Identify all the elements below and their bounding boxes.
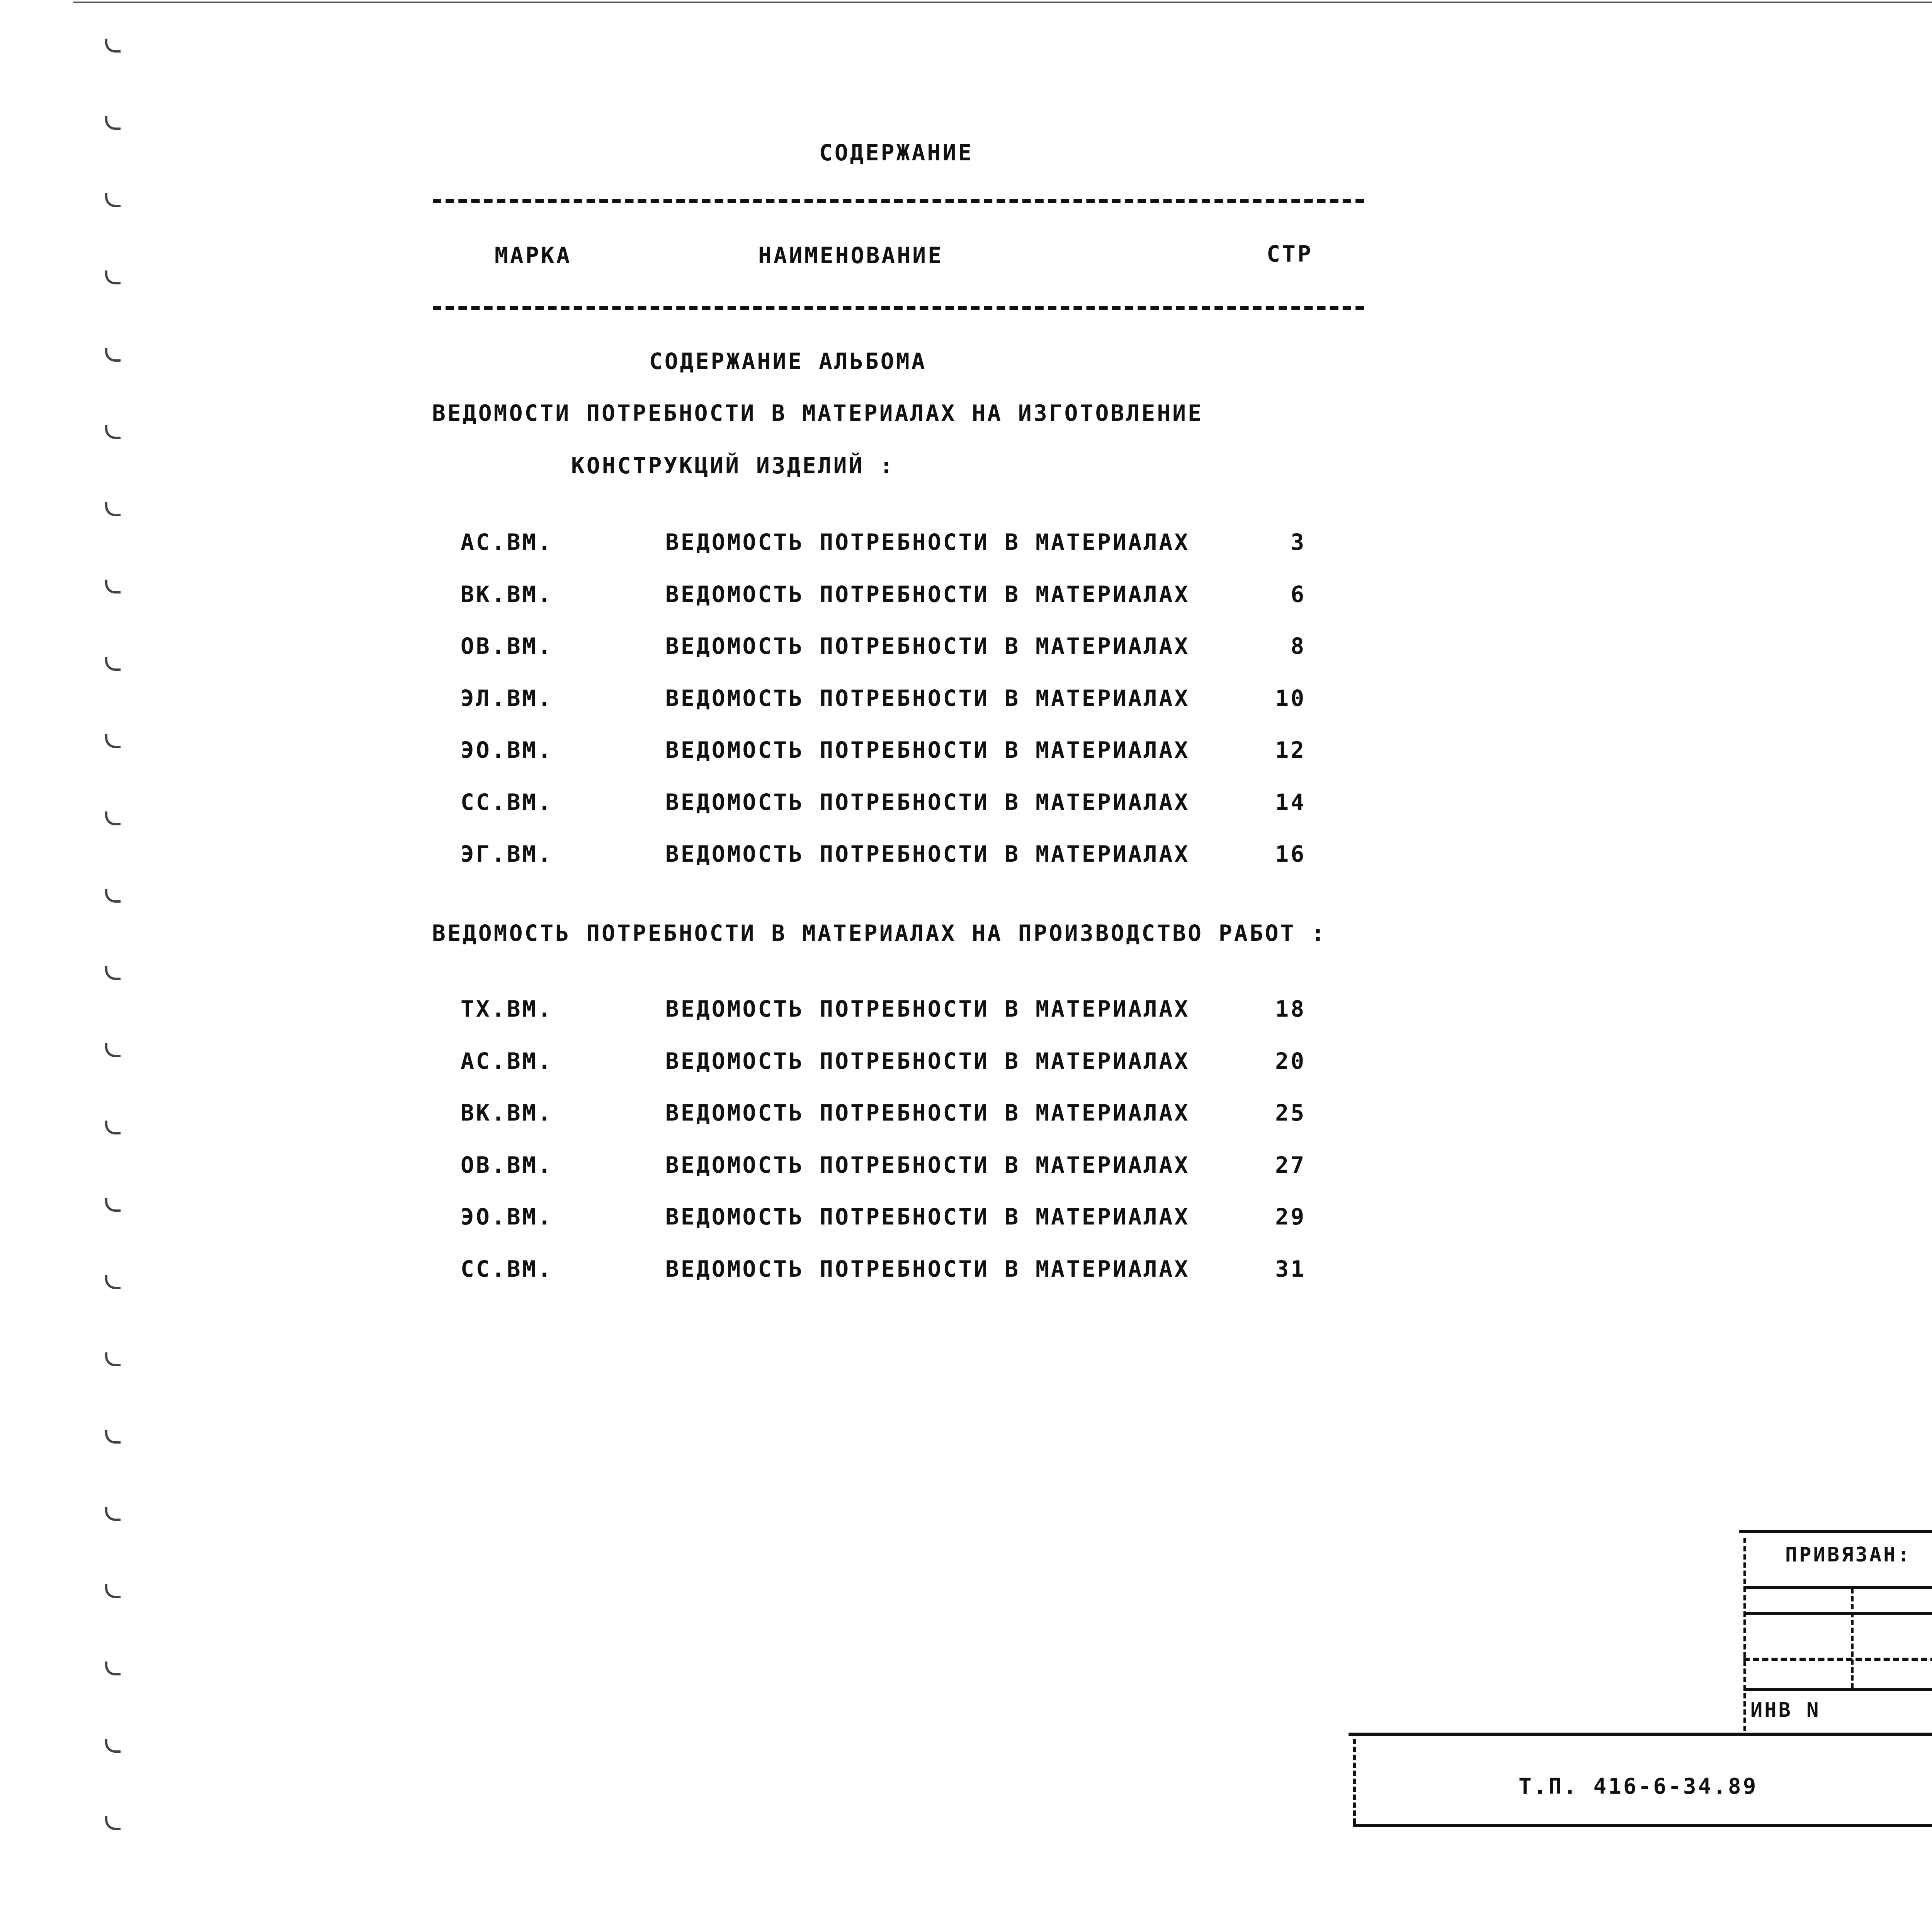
perforation-hole: [105, 966, 121, 980]
stamp-attached-label: ПРИВЯЗАН:: [1785, 1543, 1912, 1566]
row-page: 14: [1275, 789, 1306, 815]
perforation-hole: [105, 1739, 121, 1753]
row-page: 20: [1275, 1048, 1306, 1074]
perforation-hole: [105, 1352, 121, 1366]
album-heading: СОДЕРЖАНИЕ АЛЬБОМА: [649, 348, 927, 374]
row-mark: СС.ВМ.: [461, 789, 553, 815]
row-name: ВЕДОМОСТЬ ПОТРЕБНОСТИ В МАТЕРИАЛАХ: [665, 1048, 1190, 1074]
page-title: СОДЕРЖАНИЕ: [819, 139, 974, 166]
section1-heading-line2: КОНСТРУКЦИЙ ИЗДЕЛИЙ :: [571, 452, 895, 479]
perforation-hole: [105, 1816, 121, 1830]
stamp-row-line-2: [1743, 1612, 1932, 1615]
row-mark: ЭГ.ВМ.: [461, 841, 553, 867]
row-mark: АС.ВМ.: [461, 529, 553, 555]
row-page: 31: [1275, 1255, 1306, 1282]
row-name: ВЕДОМОСТЬ ПОТРЕБНОСТИ В МАТЕРИАЛАХ: [665, 1151, 1190, 1178]
perforation-hole: [105, 657, 121, 671]
row-page: 8: [1291, 633, 1306, 659]
stamp-col-line-1: [1851, 1588, 1854, 1689]
stamp-row-line-4: [1743, 1688, 1932, 1691]
row-mark: ТХ.ВМ.: [461, 996, 553, 1022]
row-name: ВЕДОМОСТЬ ПОТРЕБНОСТИ В МАТЕРИАЛАХ: [665, 1100, 1190, 1126]
row-page: 3: [1291, 529, 1306, 555]
row-mark: ЭЛ.ВМ.: [461, 685, 553, 711]
perforation-hole: [105, 1662, 121, 1675]
row-page: 6: [1291, 581, 1306, 607]
row-name: ВЕДОМОСТЬ ПОТРЕБНОСТИ В МАТЕРИАЛАХ: [665, 1204, 1190, 1230]
perforation-hole: [105, 39, 121, 53]
perforation-hole: [105, 1584, 121, 1598]
row-page: 18: [1275, 996, 1306, 1022]
row-name: ВЕДОМОСТЬ ПОТРЕБНОСТИ В МАТЕРИАЛАХ: [665, 737, 1190, 763]
stamp-inventory-label: ИНВ N: [1750, 1699, 1821, 1722]
perforation-hole: [105, 425, 121, 439]
row-page: 29: [1275, 1204, 1306, 1230]
row-name: ВЕДОМОСТЬ ПОТРЕБНОСТИ В МАТЕРИАЛАХ: [665, 581, 1190, 607]
row-name: ВЕДОМОСТЬ ПОТРЕБНОСТИ В МАТЕРИАЛАХ: [665, 996, 1190, 1022]
row-mark: ОВ.ВМ.: [461, 1151, 553, 1178]
stamp-main-left-line: [1353, 1739, 1356, 1824]
stamp-row-line-1: [1743, 1586, 1932, 1589]
row-mark: ЭО.ВМ.: [461, 1204, 553, 1230]
perforation-hole: [105, 1121, 121, 1134]
top-edge-line: [73, 2, 1932, 3]
perforation-hole: [105, 1430, 121, 1444]
perforation-hole: [105, 1043, 121, 1057]
section2-heading: ВЕДОМОСТЬ ПОТРЕБНОСТИ В МАТЕРИАЛАХ НА ПРОИЗВОДСТВО РАБОТ :: [432, 920, 1327, 946]
perforation-hole: [105, 811, 121, 825]
perforation-hole: [105, 889, 121, 903]
row-name: ВЕДОМОСТЬ ПОТРЕБНОСТИ В МАТЕРИАЛАХ: [665, 685, 1190, 711]
row-mark: ОВ.ВМ.: [461, 633, 553, 659]
perforation-hole: [105, 1275, 121, 1289]
stamp-upper-top-line: [1739, 1530, 1932, 1533]
perforation-hole: [105, 193, 121, 207]
row-page: 27: [1275, 1151, 1306, 1178]
column-header-name: НАИМЕНОВАНИЕ: [758, 242, 944, 269]
row-mark: ЭО.ВМ.: [461, 737, 553, 763]
perforation-hole: [105, 270, 121, 284]
header-rule-top: [433, 199, 1364, 203]
perforation-hole: [105, 116, 121, 130]
row-name: ВЕДОМОСТЬ ПОТРЕБНОСТИ В МАТЕРИАЛАХ: [665, 789, 1190, 815]
stamp-main-bottom-line: [1353, 1824, 1932, 1827]
perforation-hole: [105, 502, 121, 516]
header-rule-bottom: [433, 306, 1364, 310]
row-page: 12: [1275, 737, 1306, 763]
stamp-row-line-3: [1743, 1658, 1932, 1661]
row-name: ВЕДОМОСТЬ ПОТРЕБНОСТИ В МАТЕРИАЛАХ: [665, 529, 1190, 555]
perforation-hole: [105, 1198, 121, 1212]
perforation-hole: [105, 734, 121, 748]
column-header-page: СТР: [1267, 241, 1313, 267]
column-header-mark: МАРКА: [495, 242, 572, 269]
stamp-main-top-line: [1349, 1733, 1932, 1736]
stamp-upper-left-line: [1743, 1538, 1746, 1731]
row-name: ВЕДОМОСТЬ ПОТРЕБНОСТИ В МАТЕРИАЛАХ: [665, 1255, 1190, 1282]
row-page: 10: [1275, 685, 1306, 711]
perforation-hole: [105, 348, 121, 362]
row-mark: АС.ВМ.: [461, 1048, 553, 1074]
row-mark: ВК.ВМ.: [461, 1100, 553, 1126]
row-mark: СС.ВМ.: [461, 1255, 553, 1282]
row-name: ВЕДОМОСТЬ ПОТРЕБНОСТИ В МАТЕРИАЛАХ: [665, 841, 1190, 867]
row-name: ВЕДОМОСТЬ ПОТРЕБНОСТИ В МАТЕРИАЛАХ: [665, 633, 1190, 659]
section1-heading-line1: ВЕДОМОСТИ ПОТРЕБНОСТИ В МАТЕРИАЛАХ НА ИЗГОТОВЛЕНИЕ: [432, 400, 1203, 426]
perforation-hole: [105, 580, 121, 594]
row-page: 16: [1275, 841, 1306, 867]
row-mark: ВК.ВМ.: [461, 581, 553, 607]
perforation-hole: [105, 1507, 121, 1521]
row-page: 25: [1275, 1100, 1306, 1126]
stamp-document-code: Т.П. 416-6-34.89: [1519, 1774, 1758, 1799]
